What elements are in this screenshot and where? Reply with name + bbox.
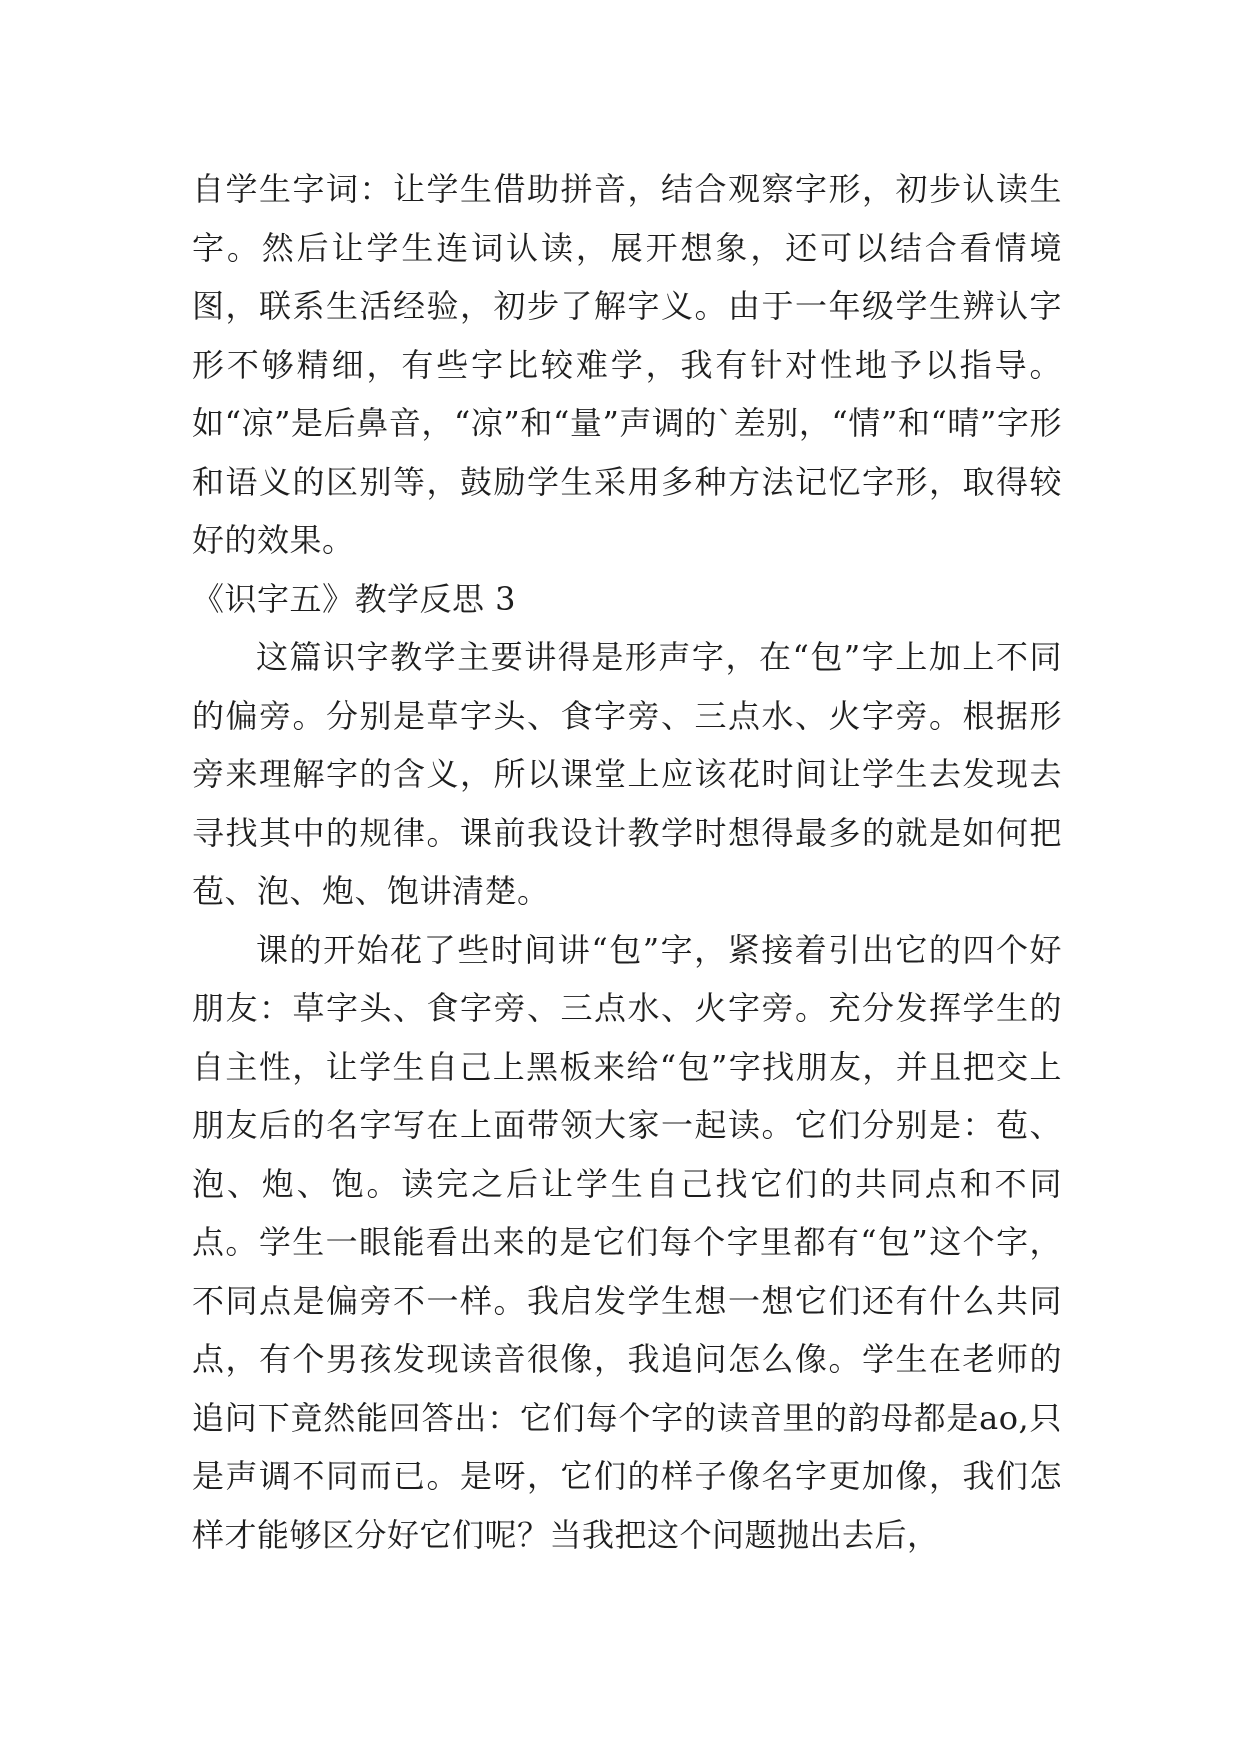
paragraph-lesson-process: 课的开始花了些时间讲“包”字，紧接着引出它的四个好朋友：草字头、食字旁、三点水、火字旁。充分发挥学生的自主性，让学生自己上黑板来给“包”字找朋友，并且把交上朋友后的名字写在上面带领大家一起读。它们分别是：苞、泡、炮、饱。读完之后让学生自己找它们的共同点和不同点。学生一眼能看出来的是它们每个字里都有“包”这个字，不同点是偏旁不一样。我启发学生想一想它们还有什么共同点，有个男孩发现读音很像，我追问怎么像。学生在老师的追问下竟然能回答出：它们每个字的读音里的韵母都是ao,只是声调不同而已。是呀，它们的样子像名字更加像，我们怎样才能够区分好它们呢？当我把这个问题抛出去后， bbox=[192, 930, 1062, 1554]
paragraph-continued-body: 自学生字词：让学生借助拼音，结合观察字形，初步认读生字。然后让学生连词认读，展开想象，还可以结合看情境图，联系生活经验，初步了解字义。由于一年级学生辨认字形不够精细，有些字比较难学，我有针对性地予以指导。如“凉”是后鼻音，“凉”和“量”声调的`差别，“情”和“晴”字形和语义的区别等，鼓励学生采用多种方法记忆字形，取得较好的效果。 bbox=[192, 170, 1062, 559]
paragraph-intro: 这篇识字教学主要讲得是形声字，在“包”字上加上不同的偏旁。分别是草字头、食字旁、三点水、火字旁。根据形旁来理解字的含义，所以课堂上应该花时间让学生去发现去寻找其中的规律。课前我设计教学时想得最多的就是如何把苞、泡、炮、饱讲清楚。 bbox=[192, 638, 1062, 910]
document-body bbox=[192, 160, 1062, 1564]
section-heading: 《识字五》教学反思 3 bbox=[192, 579, 517, 618]
